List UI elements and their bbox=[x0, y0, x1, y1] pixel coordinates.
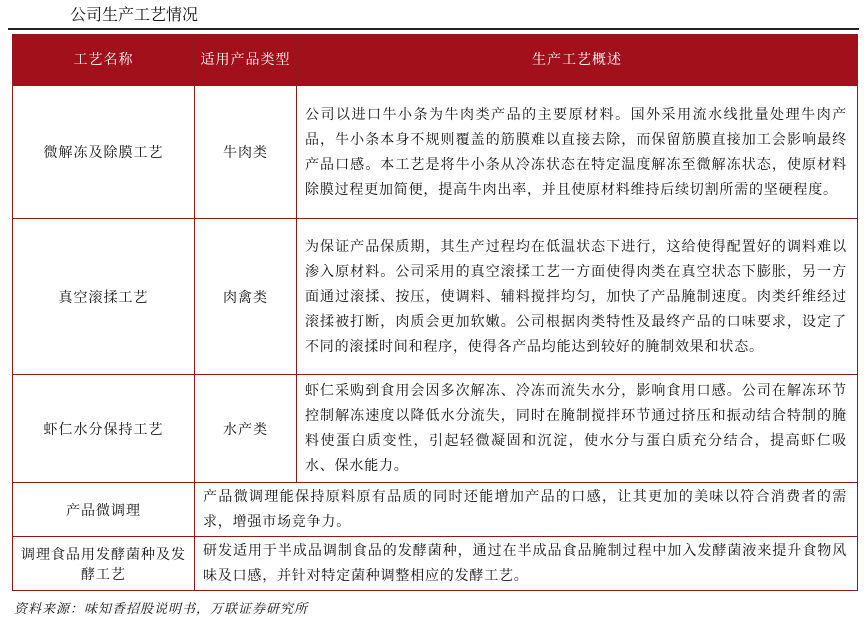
table-header-row bbox=[13, 35, 858, 86]
table-row bbox=[13, 219, 858, 375]
table-row bbox=[13, 483, 858, 537]
process-description: 为保证产品保质期，其生产过程均在低温状态下进行，这给使得配置好的调料难以渗入原材料。公司采用的真空滚揉工艺一方面使得肉类在真空状态下膨胀，另一方面通过滚揉、按压，使调料、辅料搅拌均匀，加快了产品腌制速度。肉类纤维经过滚揉被打断，肉质会更加软嫩。公司根据肉类特性及最终产品的口味要求，设定了不同的滚揉时间和程序，使得各产品均能达到较好的腌制效果和状态。 bbox=[297, 219, 858, 375]
table-row bbox=[13, 375, 858, 483]
process-description: 虾仁采购到食用会因多次解冻、冷冻而流失水分，影响食用口感。公司在解冻环节控制解冻速度以降低水分流失，同时在腌制搅拌环节通过挤压和振动结合特制的腌料使蛋白质变性，引起轻微凝固和沉淀，使水分与蛋白质充分结合，提高虾仁吸水、保水能力。 bbox=[297, 375, 858, 483]
process-description: 公司以进口牛小条为牛肉类产品的主要原材料。国外采用流水线批量处理牛肉产品，牛小条本身不规则覆盖的筋膜难以直接去除，而保留筋膜直接加工会影响最终产品口感。本工艺是将牛小条从冷冻状态在特定温度解冻至微解冻状态，使原材料除膜过程更加简便，提高牛肉出率，并且使原材料维持后续切割所需的坚硬程度。 bbox=[297, 86, 858, 219]
product-type: 肉禽类 bbox=[195, 219, 297, 375]
process-name: 虾仁水分保持工艺 bbox=[13, 375, 195, 483]
process-name: 调理食品用发酵菌种及发酵工艺 bbox=[13, 537, 195, 591]
table-row bbox=[13, 537, 858, 591]
process-name: 微解冻及除膜工艺 bbox=[13, 86, 195, 219]
header-process-name: 工艺名称 bbox=[13, 35, 195, 86]
header-product-type: 适用产品类型 bbox=[195, 35, 297, 86]
table-row bbox=[13, 86, 858, 219]
process-name: 真空滚揉工艺 bbox=[13, 219, 195, 375]
process-name: 产品微调理 bbox=[13, 483, 195, 537]
process-description: 产品微调理能保持原料原有品质的同时还能增加产品的口感，让其更加的美味以符合消费者的需求，增强市场竞争力。 bbox=[195, 483, 858, 537]
source-note: 资料来源：味知香招股说明书，万联证券研究所 bbox=[14, 602, 309, 617]
title-divider bbox=[8, 28, 859, 30]
process-table bbox=[12, 34, 858, 591]
process-description: 研发适用于半成品调制食品的发酵菌种，通过在半成品食品腌制过程中加入发酵菌液来提升食物风味及口感，并针对特定菌种调整相应的发酵工艺。 bbox=[195, 537, 858, 591]
table-title: 公司生产工艺情况 bbox=[70, 5, 199, 24]
product-type: 水产类 bbox=[195, 375, 297, 483]
product-type: 牛肉类 bbox=[195, 86, 297, 219]
header-description: 生产工艺概述 bbox=[297, 35, 858, 86]
